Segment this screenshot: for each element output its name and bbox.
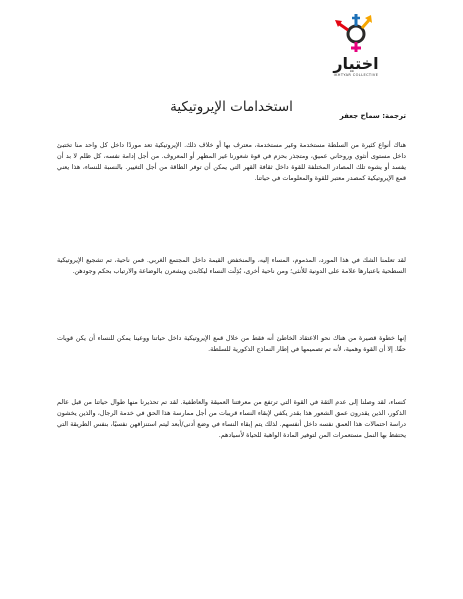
ikhtyar-logo bbox=[327, 10, 385, 82]
paragraph-4: كنساء، لقد وصلنا إلى عدم الثقة في القوة التي ترتفع من معرفتنا العميقة والعاطفية. لقد تم تحذيرنا منها طوال حياتنا من قبل عالم الذكور، الذين يقدرون عمق الشعور هذا بقدر يكفي لإبقاء النساء قريبات من أجل ممارسة هذا الحق في خدمة الرجال، والذين يخشون دراسة احتمالات هذا العمق نفسه داخل أنفسهم. لذلك يتم إبقاء النساء في وضع أدنى/أبعد ليتم استنزافهن نفسيًا، بنفس الطريقة التي يحتفظ بها النمل مستعمرات المن لتوفير المادة الواهبة للحياة لأسيادهم. bbox=[57, 398, 406, 439]
document-title: استخدامات الإيروتيكية bbox=[170, 99, 293, 116]
logo-subtitle: IKHTYAR COLLECTIVE bbox=[333, 73, 379, 77]
logo-wordmark: اختيار bbox=[333, 54, 379, 73]
paragraph-2: لقد تعلمنا الشك في هذا المورد، المذموم، المساء إليه، والمنخفض القيمة داخل المجتمع الغربي. فمن ناحية، تم تشجيع الإيروتيكية السطحية باعتبارها علامة على الدونية للأنثى؛ ومن ناحية أخرى، بُذِلَت النساء ليكابدن ويشعرن بالوضاعة والارتياب بحكم وجودهن. bbox=[57, 256, 406, 275]
translator-credit: ترجمة: سماح جعفر bbox=[339, 112, 406, 120]
paragraph-3: إنها خطوة قصيرة من هناك نحو الاعتقاد الخاطئ أنه فقط من خلال قمع الإيروتيكية داخل حياتنا ووعينا يمكن للنساء أن يكن قويات حقًا. إلا أن القوة وهمية، لأنه تم تصميمها في إطار النماذج الذكورية للسلطة. bbox=[57, 334, 406, 353]
paragraph-1: هناك أنواع كثيرة من السلطة مستخدمة وغير مستخدمة، معترف بها أو خلاف ذلك. الإيروتيكية تعد موردًا داخل كل واحد منا تختبئ داخل مستوى أنثوي وروحاني عميق، ومتجذر بحزم في قوة شعورنا غير المظهر أو المعروف. من أجل إدامة نفسه، كل ظلم لا بد أن يفسد أو يشوه تلك المصادر المختلفة للقوة داخل ثقافة القهر التي يمكن أن توفر الطاقة من أجل التغيير. بالنسبة للنساء، هذا يعني قمع الإيروتيكية كمصدر معتبر للقوة والمعلومات في حياتنا. bbox=[57, 141, 406, 182]
logo-emblem-icon bbox=[327, 10, 385, 56]
